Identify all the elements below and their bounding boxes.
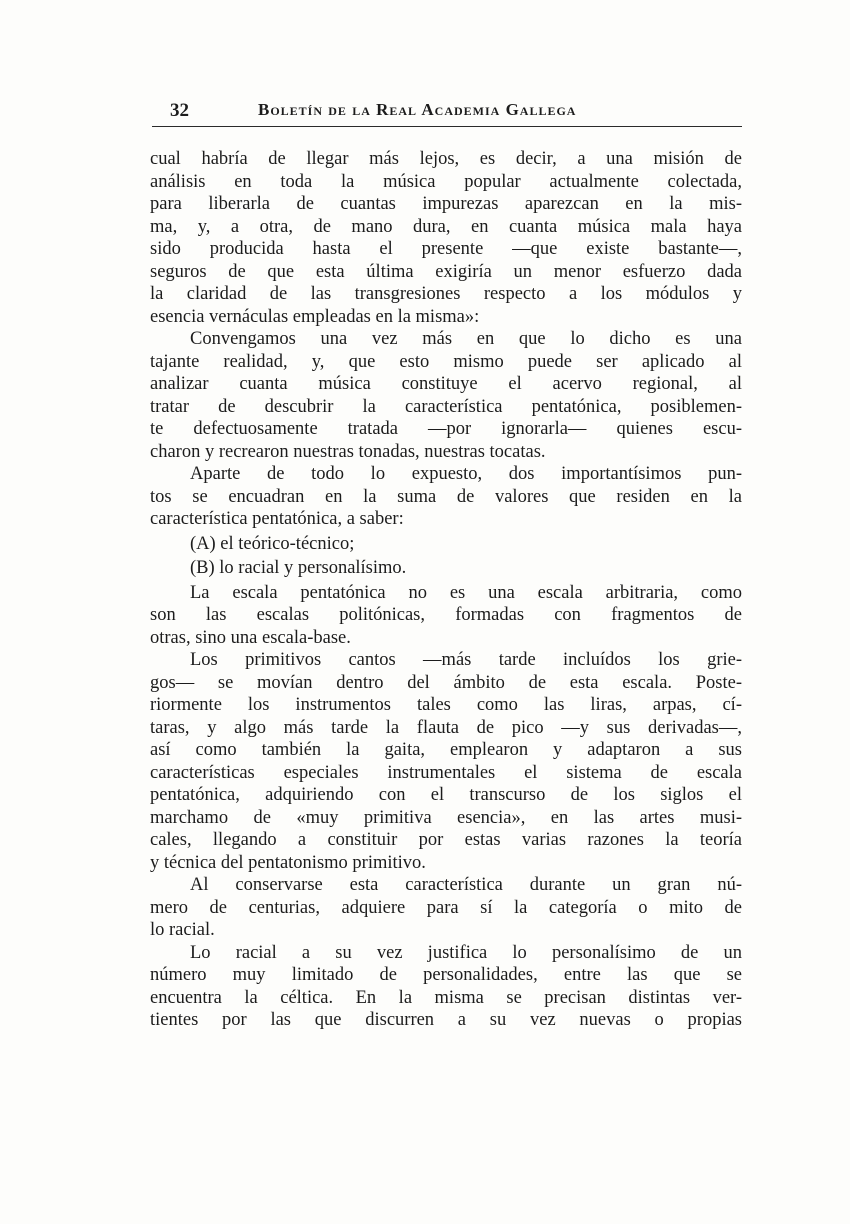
text-line: cales, llegando a constituir por estas varias razones la teoría [150, 830, 742, 850]
text-line: son las escalas politónicas, formadas con fragmentos de [150, 605, 742, 625]
text-line: tratar de descubrir la característica pentatónica, posiblemen- [150, 396, 742, 417]
text-line: cual habría de llegar más lejos, es decir, a una misión de [150, 149, 742, 169]
text-line: te defectuosamente tratada —por ignorarla— quienes escu- [150, 419, 742, 439]
page-number: 32 [170, 100, 189, 121]
text-line: Convengamos una vez más en que lo dicho es una [190, 329, 742, 349]
text-line: ma, y, a otra, de mano dura, en cuanta música mala haya [150, 216, 742, 237]
text-line: tajante realidad, y, que esto mismo puede ser aplicado al [150, 351, 742, 372]
body-text [150, 148, 742, 1032]
text-line: características especiales instrumentales el sistema de escala [150, 762, 742, 783]
running-title: Boletín de la Real Academia Gallega [258, 100, 577, 119]
text-line: analizar cuanta música constituye el acervo regional, al [150, 374, 742, 394]
text-line: encuentra la céltica. En la misma se precisan distintas ver- [150, 987, 742, 1008]
text-line: característica pentatónica, a saber: [150, 509, 404, 529]
text-line: y técnica del pentatonismo primitivo. [150, 852, 426, 873]
text-line: marchamo de «muy primitiva esencia», en las artes musi- [150, 807, 742, 828]
text-line: taras, y algo más tarde la flauta de pico —y sus derivadas—, [150, 717, 742, 738]
text-line: número muy limitado de personalidades, entre las que se [150, 965, 742, 985]
text-line: seguros de que esta última exigiría un menor esfuerzo dada [150, 261, 742, 282]
text-line: charon y recrearon nuestras tonadas, nuestras tocatas. [150, 441, 546, 462]
text-line: para liberarla de cuantas impurezas aparezcan en la mis- [150, 194, 742, 214]
text-line: mero de centurias, adquiere para sí la categoría o mito de [150, 897, 742, 918]
list-item: (A) el teórico-técnico; [190, 533, 355, 554]
text-line: pentatónica, adquiriendo con el transcurso de los siglos el [150, 785, 742, 805]
text-line: Los primitivos cantos —más tarde incluídos los grie- [190, 650, 742, 670]
text-line: así como también la gaita, emplearon y adaptaron a sus [150, 740, 742, 760]
text-line: La escala pentatónica no es una escala arbitraria, como [190, 582, 742, 603]
text-line: Lo racial a su vez justifica lo personalísimo de un [190, 942, 742, 963]
text-line: esencia vernáculas empleadas en la misma»: [150, 306, 480, 327]
text-line: riormente los instrumentos tales como las liras, arpas, cí- [150, 695, 742, 715]
text-line: Aparte de todo lo expuesto, dos importantísimos pun- [190, 464, 742, 484]
text-line: otras, sino una escala-base. [150, 627, 351, 648]
list-item: (B) lo racial y personalísimo. [190, 558, 407, 578]
text-line: análisis en toda la música popular actualmente colectada, [150, 171, 742, 192]
text-line: tientes por las que discurren a su vez nuevas o propias [150, 1010, 742, 1030]
text-line: tos se encuadran en la suma de valores que residen en la [150, 486, 742, 507]
text-line: lo racial. [150, 920, 215, 940]
page-header [170, 100, 740, 124]
text-line: sido producida hasta el presente —que existe bastante—, [150, 239, 742, 259]
text-line: Al conservarse esta característica durante un gran nú- [190, 875, 742, 895]
header-rule [152, 126, 742, 127]
text-line: la claridad de las transgresiones respecto a los módulos y [150, 284, 742, 304]
text-line: gos— se movían dentro del ámbito de esta escala. Poste- [150, 672, 742, 693]
